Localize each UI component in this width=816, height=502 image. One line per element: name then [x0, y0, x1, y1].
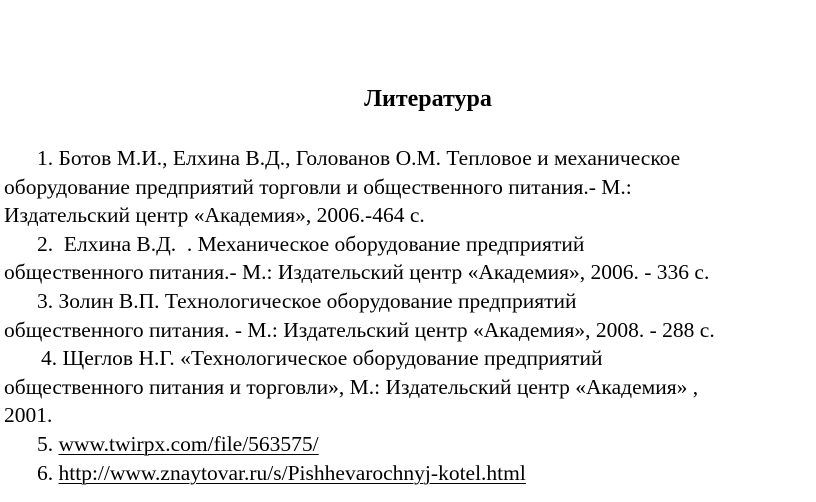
reference-line — [4, 459, 812, 488]
reference-item-1 — [4, 144, 812, 230]
reference-number: 1. — [37, 146, 54, 170]
reference-number: 5. — [37, 431, 54, 456]
reference-line: оборудование предприятий торговли и общественного питания.- М.: — [4, 174, 632, 199]
reference-number: 4. — [41, 346, 58, 371]
reference-line — [4, 430, 812, 459]
reference-link[interactable]: www.twirpx.com/file/563575/ — [58, 431, 319, 456]
reference-line: Издательский центр «Академия», 2006.-464 с. — [4, 203, 425, 228]
reference-item-6 — [4, 459, 812, 488]
reference-item-3 — [4, 287, 812, 344]
reference-text: Щеглов Н.Г. «Технологическое оборудование предприятий — [62, 346, 603, 371]
reference-number: 2. — [37, 231, 54, 256]
reference-number: 3. — [37, 288, 54, 313]
reference-number: 6. — [37, 460, 54, 485]
reference-line: общественного питания.- М.: Издательский центр «Академия», 2006. - 336 с. — [4, 260, 710, 285]
reference-text: Ботов М.И., Елхина В.Д., Голованов О.М. Тепловое и механическое — [58, 146, 681, 170]
page-title: Литература — [364, 86, 492, 112]
reference-line — [4, 287, 812, 316]
reference-line — [4, 230, 812, 259]
reference-line: общественного питания и торговли», М.: Издательский центр «Академия» , — [4, 374, 699, 399]
reference-text: Елхина В.Д. . Механическое оборудование предприятий — [58, 231, 585, 256]
reference-item-2 — [4, 230, 812, 287]
reference-line — [4, 344, 812, 373]
reference-item-4 — [4, 344, 812, 430]
reference-line: общественного питания. - М.: Издательский центр «Академия», 2008. - 288 с. — [4, 317, 715, 342]
reference-list — [4, 144, 812, 487]
reference-item-5 — [4, 430, 812, 459]
reference-text: Золин В.П. Технологическое оборудование предприятий — [58, 288, 577, 313]
reference-link[interactable]: http://www.znaytovar.ru/s/Pishhevarochnyj-kotel.html — [58, 460, 526, 485]
reference-line: 2001. — [4, 403, 53, 428]
reference-line — [4, 144, 812, 173]
